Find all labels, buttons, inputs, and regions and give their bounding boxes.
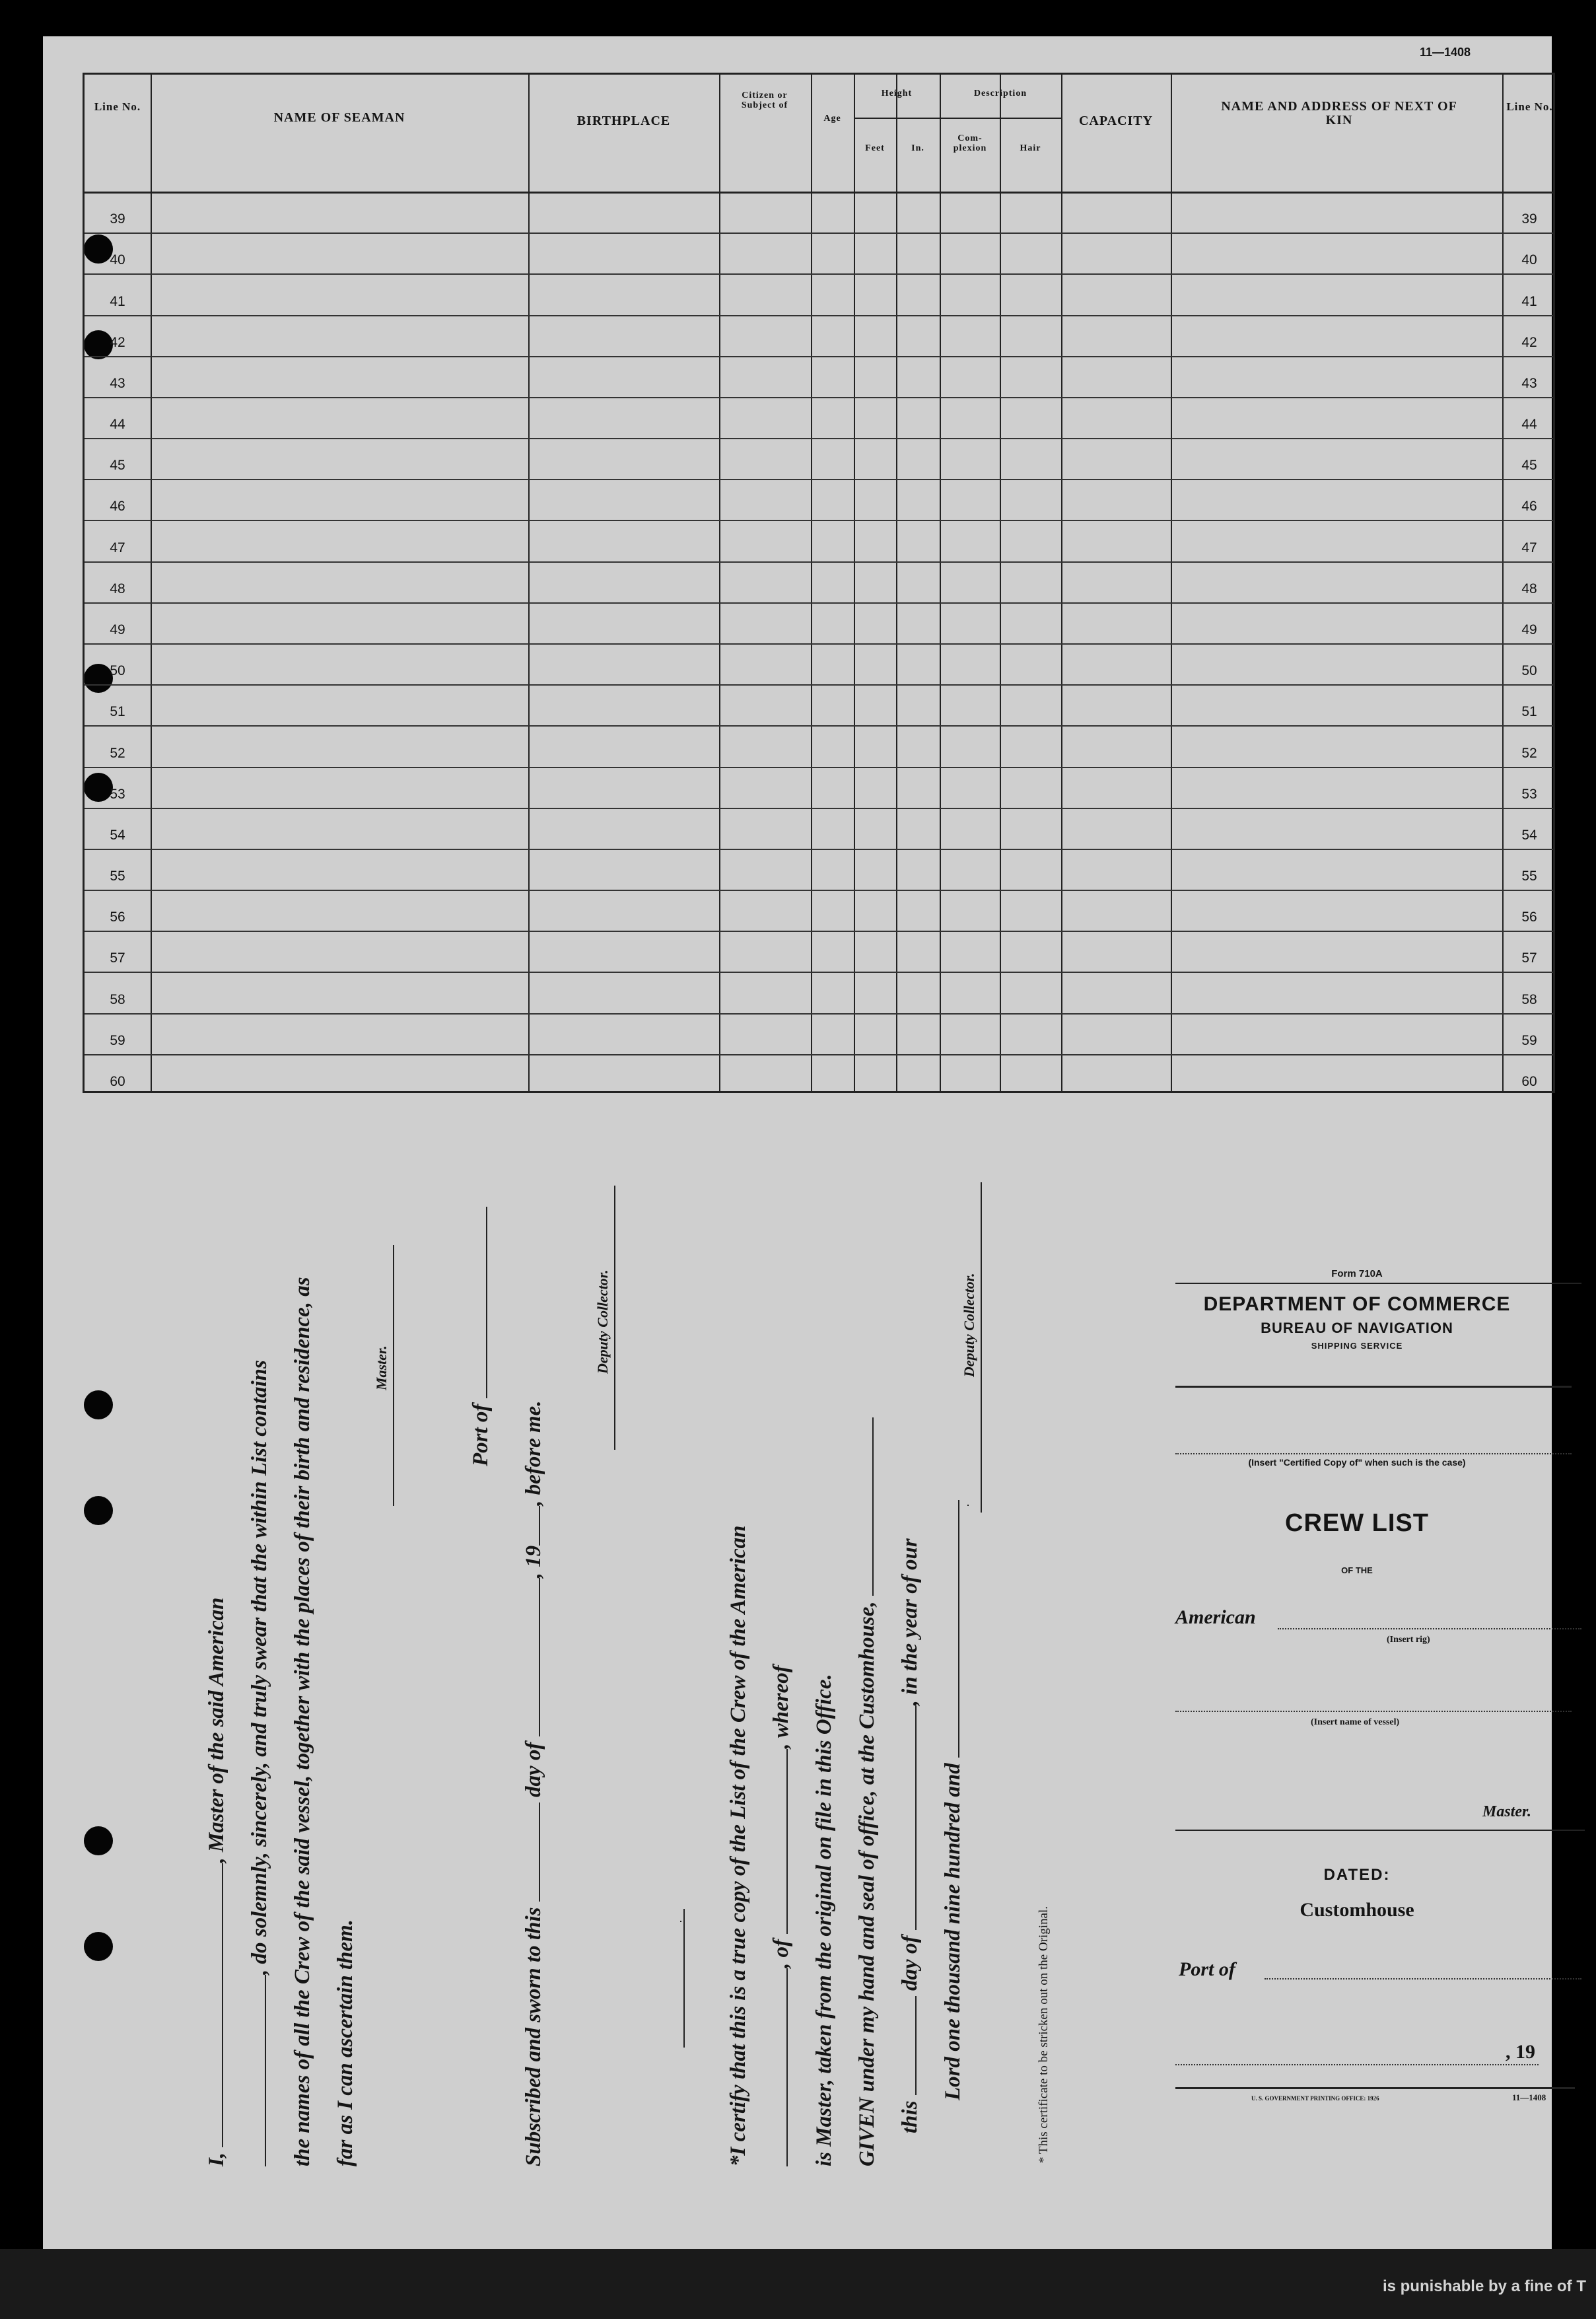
given-text: GIVEN under my hand and seal of office, at the Customhouse, [855, 1601, 879, 2166]
punch-hole [84, 1496, 113, 1525]
oath-line-2 [248, 1360, 272, 2166]
row-number-left: 43 [110, 375, 125, 391]
panel-port-of: Port of [1179, 1958, 1235, 1980]
certify-vessel-blank [769, 1968, 788, 2166]
rig-blank [1278, 1628, 1581, 1629]
form-code-top: 11—1408 [1420, 46, 1471, 59]
crew-list-title: CREW LIST [1285, 1509, 1429, 1537]
deputy-collector-signature-line-1 [614, 1186, 615, 1450]
header-line-no-right: Line No. [1506, 100, 1553, 113]
given-this: this [898, 2100, 922, 2133]
dated-label: DATED: [1323, 1866, 1391, 1884]
row-divider [85, 232, 1553, 234]
panel-master-label: Master. [1482, 1803, 1532, 1820]
row-number-left: 44 [110, 417, 125, 433]
row-number-left: 48 [110, 581, 125, 596]
row-number-left: 45 [110, 458, 125, 474]
of-the-label: OF THE [1341, 1565, 1373, 1575]
master-signature-label: Master. [373, 1345, 390, 1390]
oath-line-4: far as I can ascertain them. [333, 1919, 357, 2166]
row-number-right: 58 [1521, 991, 1537, 1007]
port-of-label: Port of [469, 1404, 493, 1466]
row-divider [85, 273, 1553, 275]
header-feet: Feet [865, 143, 885, 153]
row-number-right: 59 [1521, 1032, 1537, 1048]
row-number-right: 46 [1521, 499, 1537, 515]
given-line [855, 1417, 880, 2166]
lord-text: Lord one thousand nine hundred and [941, 1763, 965, 2100]
row-number-left: 49 [110, 622, 125, 637]
lord-line [941, 1500, 965, 2100]
row-divider [85, 602, 1553, 604]
bottom-strip [0, 2249, 1596, 2319]
certified-copy-blank [1175, 1453, 1572, 1454]
row-number-left: 56 [110, 910, 125, 925]
row-number-left: 51 [110, 704, 125, 720]
certify-line-2 [769, 1665, 794, 2166]
vessel-name-blank [248, 1975, 266, 2166]
row-divider [85, 520, 1553, 521]
row-divider [85, 479, 1553, 480]
row-divider [85, 315, 1553, 316]
punch-hole [84, 1390, 113, 1419]
row-number-right: 40 [1521, 252, 1537, 268]
header-line-no: Line No. [94, 100, 141, 113]
header-name-of-seaman: NAME OF SEAMAN [273, 110, 405, 125]
master-name-blank [205, 1863, 223, 2147]
row-number-right: 43 [1521, 375, 1537, 391]
subscribed-day-of: day of [522, 1742, 545, 1798]
row-number-left: 47 [110, 540, 125, 555]
customhouse-label: Customhouse [1300, 1899, 1414, 1921]
row-divider [85, 725, 1553, 727]
subscribed-day-blank [522, 1802, 540, 1902]
row-number-left: 55 [110, 869, 125, 884]
row-divider [85, 643, 1553, 645]
oath-line-3: the names of all the Crew of the said vessel, together with the places of their birth and residence, as [291, 1277, 314, 2166]
row-divider [85, 356, 1553, 357]
form-number: Form 710A [1331, 1268, 1383, 1279]
given-place-blank [855, 1417, 874, 1596]
crew-table [83, 73, 1555, 1093]
row-number-right: 42 [1521, 334, 1537, 350]
row-divider [85, 931, 1553, 932]
header-hair: Hair [1020, 143, 1041, 153]
row-number-left: 50 [110, 663, 125, 679]
subscribed-text: Subscribed and sworn to this [522, 1907, 545, 2166]
certify-of: , of [769, 1939, 793, 1968]
header-description: Description [973, 89, 1027, 98]
row-number-right: 39 [1521, 211, 1537, 227]
row-number-right: 44 [1521, 417, 1537, 433]
row-divider [85, 808, 1553, 809]
header-next-of-kin: NAME AND ADDRESS OF NEXT OF KIN [1221, 99, 1457, 127]
panel-date-blank [1175, 2064, 1539, 2065]
row-divider [85, 767, 1553, 768]
punch-hole [84, 1826, 113, 1855]
row-number-right: 45 [1521, 458, 1537, 474]
row-divider [85, 438, 1553, 439]
lord-year-blank [941, 1500, 959, 1758]
row-number-right: 48 [1521, 581, 1537, 596]
row-number-right: 54 [1521, 827, 1537, 843]
port-of-line [469, 1207, 493, 1466]
divider-line [683, 1909, 685, 2048]
header-inches: In. [911, 143, 924, 153]
deputy-collector-signature-line-2 [981, 1182, 982, 1513]
oath-swear-text: , do solemnly, sincerely, and truly swear that the within List contains [248, 1360, 271, 1975]
row-number-left: 39 [110, 211, 125, 227]
certify-line-1: *I certify that this is a true copy of the List of the Crew of the American [726, 1525, 750, 2166]
given-day-of: day of [898, 1935, 922, 1991]
header-citizen: Citizen or Subject of [741, 90, 788, 110]
department-title: DEPARTMENT OF COMMERCE [1203, 1293, 1511, 1315]
row-number-left: 42 [110, 334, 125, 350]
oath-i: I, [205, 2152, 228, 2166]
row-divider [85, 684, 1553, 686]
row-number-right: 52 [1521, 745, 1537, 761]
gpo-imprint: U. S. GOVERNMENT PRINTING OFFICE: 1926 [1251, 2095, 1379, 2102]
row-number-right: 57 [1521, 950, 1537, 966]
row-number-left: 58 [110, 991, 125, 1007]
subscribed-line [522, 1400, 546, 2166]
service-title: SHIPPING SERVICE [1311, 1341, 1403, 1351]
certify-line-3: is Master, taken from the original on file in this Office. [812, 1674, 836, 2166]
row-number-right: 50 [1521, 663, 1537, 679]
subscribed-year-blank [522, 1506, 540, 1546]
row-number-right: 49 [1521, 622, 1537, 637]
vessel-name-line [1175, 1711, 1572, 1712]
crew-list-page [43, 36, 1552, 2249]
certify-whereof: , whereof [769, 1665, 793, 1749]
row-number-left: 59 [110, 1032, 125, 1048]
row-divider [85, 890, 1553, 891]
row-number-left: 40 [110, 252, 125, 268]
row-number-right: 56 [1521, 910, 1537, 925]
deputy-collector-label-2: Deputy Collector. [961, 1273, 977, 1377]
oath-certificate [205, 1202, 1076, 2166]
cover-panel [1132, 1229, 1581, 2114]
bottom-note: is punishable by a fine of T [1382, 2277, 1586, 2295]
insert-vessel-label: (Insert name of vessel) [1311, 1717, 1400, 1727]
master-signature-line [393, 1245, 394, 1506]
header-complexion: Com-plexion [953, 133, 987, 153]
row-divider [85, 561, 1553, 563]
row-number-left: 57 [110, 950, 125, 966]
header-age: Age [823, 114, 841, 124]
row-number-right: 53 [1521, 786, 1537, 802]
header-capacity: CAPACITY [1078, 114, 1154, 128]
row-number-left: 60 [110, 1074, 125, 1089]
oath-line-1 [205, 1598, 229, 2166]
row-number-right: 51 [1521, 704, 1537, 720]
row-divider [85, 849, 1553, 850]
bureau-title: BUREAU OF NAVIGATION [1261, 1320, 1453, 1336]
row-number-left: 53 [110, 786, 125, 802]
form-code-bottom: 11—1408 [1512, 2092, 1546, 2102]
row-number-right: 41 [1521, 293, 1537, 309]
port-of-blank [469, 1207, 487, 1398]
deputy-collector-label-1: Deputy Collector. [594, 1269, 611, 1374]
row-number-left: 41 [110, 293, 125, 309]
row-divider [85, 397, 1553, 398]
master-line [1175, 1830, 1585, 1831]
row-number-left: 46 [110, 499, 125, 515]
given-date-line [898, 1538, 922, 2133]
row-number-left: 54 [110, 827, 125, 843]
header-birthplace: BIRTHPLACE [576, 114, 671, 128]
insert-certified-note: (Insert "Certified Copy of" when such is the case) [1248, 1457, 1466, 1468]
row-number-right: 60 [1521, 1074, 1537, 1089]
certificate-footnote: * This certificate to be stricken out on the Original. [1037, 1906, 1051, 2163]
row-number-right: 47 [1521, 540, 1537, 555]
insert-rig-label: (Insert rig) [1387, 1635, 1430, 1645]
row-divider [85, 1054, 1553, 1055]
american-label: American [1175, 1606, 1256, 1628]
subscribed-month-blank [522, 1578, 540, 1736]
header-height: Height [881, 89, 913, 98]
given-in-the-year: , in the year of our [898, 1538, 922, 1706]
given-day-blank [898, 1996, 917, 2095]
panel-year-19: , 19 [1506, 2041, 1535, 2063]
oath-master-of-american: , Master of the said American [205, 1597, 228, 1863]
punch-hole [84, 1932, 113, 1961]
panel-port-blank [1265, 1978, 1581, 1980]
subscribed-before-me: , before me. [522, 1400, 545, 1506]
row-number-right: 55 [1521, 869, 1537, 884]
subscribed-year: , 19 [522, 1545, 545, 1579]
certify-port-blank [769, 1749, 788, 1934]
row-divider [85, 972, 1553, 973]
row-number-left: 52 [110, 745, 125, 761]
given-month-blank [898, 1705, 917, 1930]
row-divider [85, 1013, 1553, 1015]
